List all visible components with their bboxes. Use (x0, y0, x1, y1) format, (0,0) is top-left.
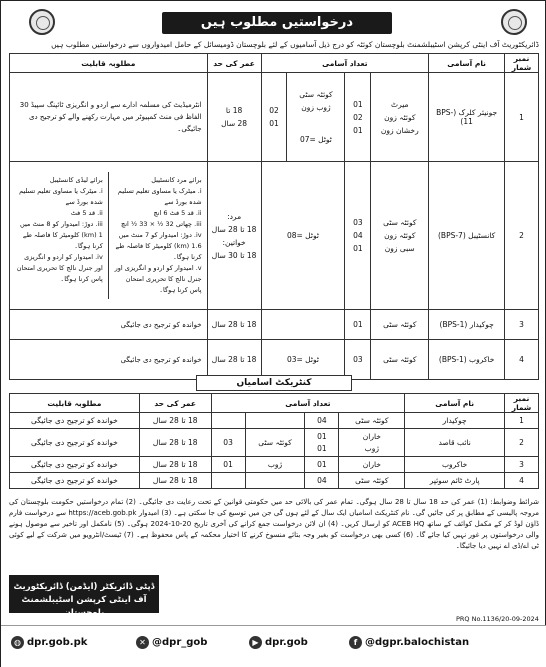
place: خاران (339, 457, 405, 473)
anti-corruption-logo-icon (501, 9, 527, 35)
post-name: جونیئر کلرک (BPS-11) (429, 73, 505, 162)
count: 01 (305, 457, 339, 473)
row-number: 3 (505, 457, 539, 473)
age-limit: 18 تا 28 سال (139, 473, 211, 489)
row-number: 1 (505, 413, 539, 429)
age-limit: مرد: 18 تا 28 سال خواتین: 18 تا 30 سال (207, 162, 261, 310)
row-number: 4 (505, 340, 539, 380)
post-total: ٹوٹل =08 (261, 162, 345, 310)
terms-and-conditions: شرائط وضوابط: (1) عمر کی حد 18 سال تا 28 سال ہوگی۔ تمام عمر کی بالائی حد میں حکومتی قوانین کے تحت رعایت دی جائیگی۔ (2) تمام درخواستیں حکومت بلوچستان کی مروجہ پالیسی کے مطابق پر کی جائیں گی۔ نام کنٹریکٹ اسامیاں ایک سال کے لئے ہوں گی جن میں توسیع کی جا سکتی ہے۔ (3) امیدوار https://aceb.gob.pk سے درخواست فارم ڈاؤن لوڈ کر کے مکمل کوائف کے ساتھ ACEB HQ کو ارسال کریں۔ (4) ان لائن درخواست جمع کرانے کی آخری تاریخ 20-10-2024 ہوگی۔ (5) نامکمل اور تاخیر سے موصول ہونے والی درخواستوں پر غور نہیں کیا جائے گا۔ (6) کسی بھی درخواست کو بغیر وجہ بتائے منسوخ کرنے کا اختیار محکمہ کے پاس محفوظ ہے۔ (7) ٹیسٹ/انٹرویو میں شرکت کے لیے کوئی ٹی اے/ڈی اے نہیں دیا جائیگا۔ (9, 498, 540, 550)
table-row (10, 310, 539, 340)
row-number: 3 (505, 310, 539, 340)
place: کوئٹہ سٹی (339, 413, 405, 429)
col-header-post: نام آسامی (429, 54, 505, 73)
extra-count: 01 (211, 457, 245, 473)
age-limit: 18 تا 28 سال (207, 73, 261, 162)
youtube-icon: ▶ (249, 636, 262, 649)
place: خاران ژوب (339, 429, 405, 457)
col-header-count: تعداد آسامی (211, 394, 405, 413)
table-header-row (10, 394, 539, 413)
qualification: خواندہ کو ترجیح دی جائیگی (10, 310, 208, 340)
signature-line-1: ڈپٹی ڈائریکٹر (ایڈمن) ڈائریکٹوریٹ (13, 582, 155, 592)
table-row (10, 340, 539, 380)
zone-names: کوئٹہ سٹی (371, 340, 429, 380)
youtube-handle: dpr.gob (265, 637, 308, 648)
page-title: درخواستیں مطلوب ہیں (162, 12, 392, 34)
table-row (10, 73, 539, 162)
intro-text: ڈائریکٹوریٹ آف اینٹی کرپشن اسٹیبلشمنٹ بلوچستان کوئٹہ کو درج ذیل آسامیوں کے لئے بلوچستان ڈومیسائل کے حامل امیدواروں سے درخواستیں مطلوب ہیں (51, 40, 539, 49)
qualification: خواندہ کو ترجیح دی جائیگی (10, 413, 140, 429)
count: 01 01 (305, 429, 339, 457)
col-header-count: تعداد آسامی (261, 54, 429, 73)
post-name: چوکیدار (BPS-1) (429, 310, 505, 340)
extra-place (245, 413, 305, 429)
zone-names: کوئٹہ سٹی (371, 310, 429, 340)
extra-place: ژوب (245, 457, 305, 473)
empty-cell (261, 310, 345, 340)
qualification-male: برائے مرد کانسٹیبل i. میٹرک یا مساوی تعلیم تسلیم شدہ بورڈ سے ii. قد 5 فٹ 6 انچ iii. چھاتی 32 ½ × 33 ½ انچ iv. دوڑ: امیدوار کو 7 منٹ میں 1.6 (km) کلومیٹر کا فاصلہ طے کرنا ہوگا۔ v. امیدوار کو اردو و انگریزی اور جنرل نالج کا تحریری امتحان پاس کرنا ہوگا۔ (108, 172, 207, 299)
signature-block (9, 575, 159, 618)
table-header-row (10, 54, 539, 73)
footer-youtube[interactable] (249, 636, 308, 649)
table-row (10, 429, 539, 457)
table-row (10, 473, 539, 489)
post-name: خاکروب (405, 457, 505, 473)
header (7, 6, 541, 34)
row-number: 2 (505, 429, 539, 457)
col-header-qualification: مطلوبہ قابلیت (10, 54, 208, 73)
district-names (287, 73, 345, 162)
table-row (10, 162, 539, 310)
footer-website[interactable] (11, 636, 87, 649)
col-header-post: نام آسامی (405, 394, 505, 413)
qualification-female: برائے لیڈی کانسٹیبل i. میٹرک یا مساوی تعلیم تسلیم شدہ بورڈ سے ii. قد 5 فٹ iii. دوڑ: امیدوار کو 8 منٹ میں 1 (km) کلومیٹر کا فاصلہ طے کرنا ہوگا۔ iv. امیدوار کو اردو و انگریزی اور جنرل نالج کا تحریری امتحان پاس کرنا ہوگا۔ (16, 176, 103, 283)
age-limit: 18 تا 28 سال (207, 310, 261, 340)
facebook-icon: f (349, 636, 362, 649)
table-row (10, 457, 539, 473)
contract-posts-title: کنٹریکٹ اسامیاں (196, 375, 352, 391)
age-limit: 18 تا 28 سال (139, 429, 211, 457)
district-counts: 02 01 (261, 73, 287, 162)
qualification: انٹرمیڈیٹ کی مسلمہ ادارے سے اردو و انگریزی ٹائپنگ سپیڈ 30 الفاظ فی منٹ کمپیوٹر میں مہارت رکھنے والے کو ترجیح دی جائیگی۔ (10, 73, 208, 162)
zone-counts: 01 (345, 310, 371, 340)
age-limit: 18 تا 28 سال (139, 457, 211, 473)
qualification: خواندہ کو ترجیح دی جائیگی (10, 340, 208, 380)
post-name: پارٹ ٹائم سوئپر (405, 473, 505, 489)
extra-count: 03 (211, 429, 245, 457)
qualification-split (10, 162, 208, 310)
post-name: چوکیدار (405, 413, 505, 429)
twitter-handle: @dpr_gob (152, 637, 208, 648)
extra-count (211, 413, 245, 429)
prq-number: PRQ No.1136/20-09-2024 (456, 615, 539, 623)
contract-posts-table (9, 393, 539, 489)
footer-facebook[interactable] (349, 636, 469, 649)
twitter-icon: ✕ (136, 636, 149, 649)
post-total: ٹوٹل =07 (299, 135, 332, 144)
qualification: خواندہ کو ترجیح دی جائیگی (10, 429, 140, 457)
signature-line-2: آف اینٹی کرپشن اسٹیبلشمنٹ بلوچستان (21, 595, 147, 618)
col-header-age: عمر کی حد (139, 394, 211, 413)
footer-twitter[interactable] (136, 636, 207, 649)
table-row (10, 413, 539, 429)
footer (1, 625, 546, 667)
col-header-number: نمبر شمار (505, 394, 539, 413)
balochistan-emblem-icon (29, 9, 55, 35)
zone-counts: 03 04 01 (345, 162, 371, 310)
row-number: 4 (505, 473, 539, 489)
zone-counts: 01 02 01 (345, 73, 371, 162)
col-header-qualification: مطلوبہ قابلیت (10, 394, 140, 413)
qualification: خواندہ کو ترجیح دی جائیگی (10, 457, 140, 473)
col-header-age: عمر کی حد (207, 54, 261, 73)
zone-names: میرٹ کوئٹہ زون رخشان زون (371, 73, 429, 162)
zone-counts: 03 (345, 340, 371, 380)
row-number: 1 (505, 73, 539, 162)
place: کوئٹہ سٹی (339, 473, 405, 489)
district-list: کوئٹہ سٹی ژوب زون (299, 90, 333, 112)
post-name: خاکروب (BPS-1) (429, 340, 505, 380)
age-limit: 18 تا 28 سال (207, 340, 261, 380)
extra-count (211, 473, 245, 489)
count: 04 (305, 413, 339, 429)
post-total: ٹوٹل =03 (261, 340, 345, 380)
qualification: خواندہ کو ترجیح دی جائیگی (10, 473, 140, 489)
website-text: dpr.gob.pk (27, 637, 88, 648)
post-name: کانسٹیبل (BPS-7) (429, 162, 505, 310)
row-number: 2 (505, 162, 539, 310)
col-header-number: نمبر شمار (505, 54, 539, 73)
facebook-handle: @dgpr.balochistan (365, 637, 470, 648)
extra-place: کوئٹہ سٹی (245, 429, 305, 457)
globe-icon: ◍ (11, 636, 24, 649)
count: 04 (305, 473, 339, 489)
regular-posts-table (9, 53, 539, 380)
zone-names: کوئٹہ سٹی کوئٹہ زون سبی زون (371, 162, 429, 310)
age-limit: 18 تا 28 سال (139, 413, 211, 429)
extra-place (245, 473, 305, 489)
post-name: نائب قاصد (405, 429, 505, 457)
